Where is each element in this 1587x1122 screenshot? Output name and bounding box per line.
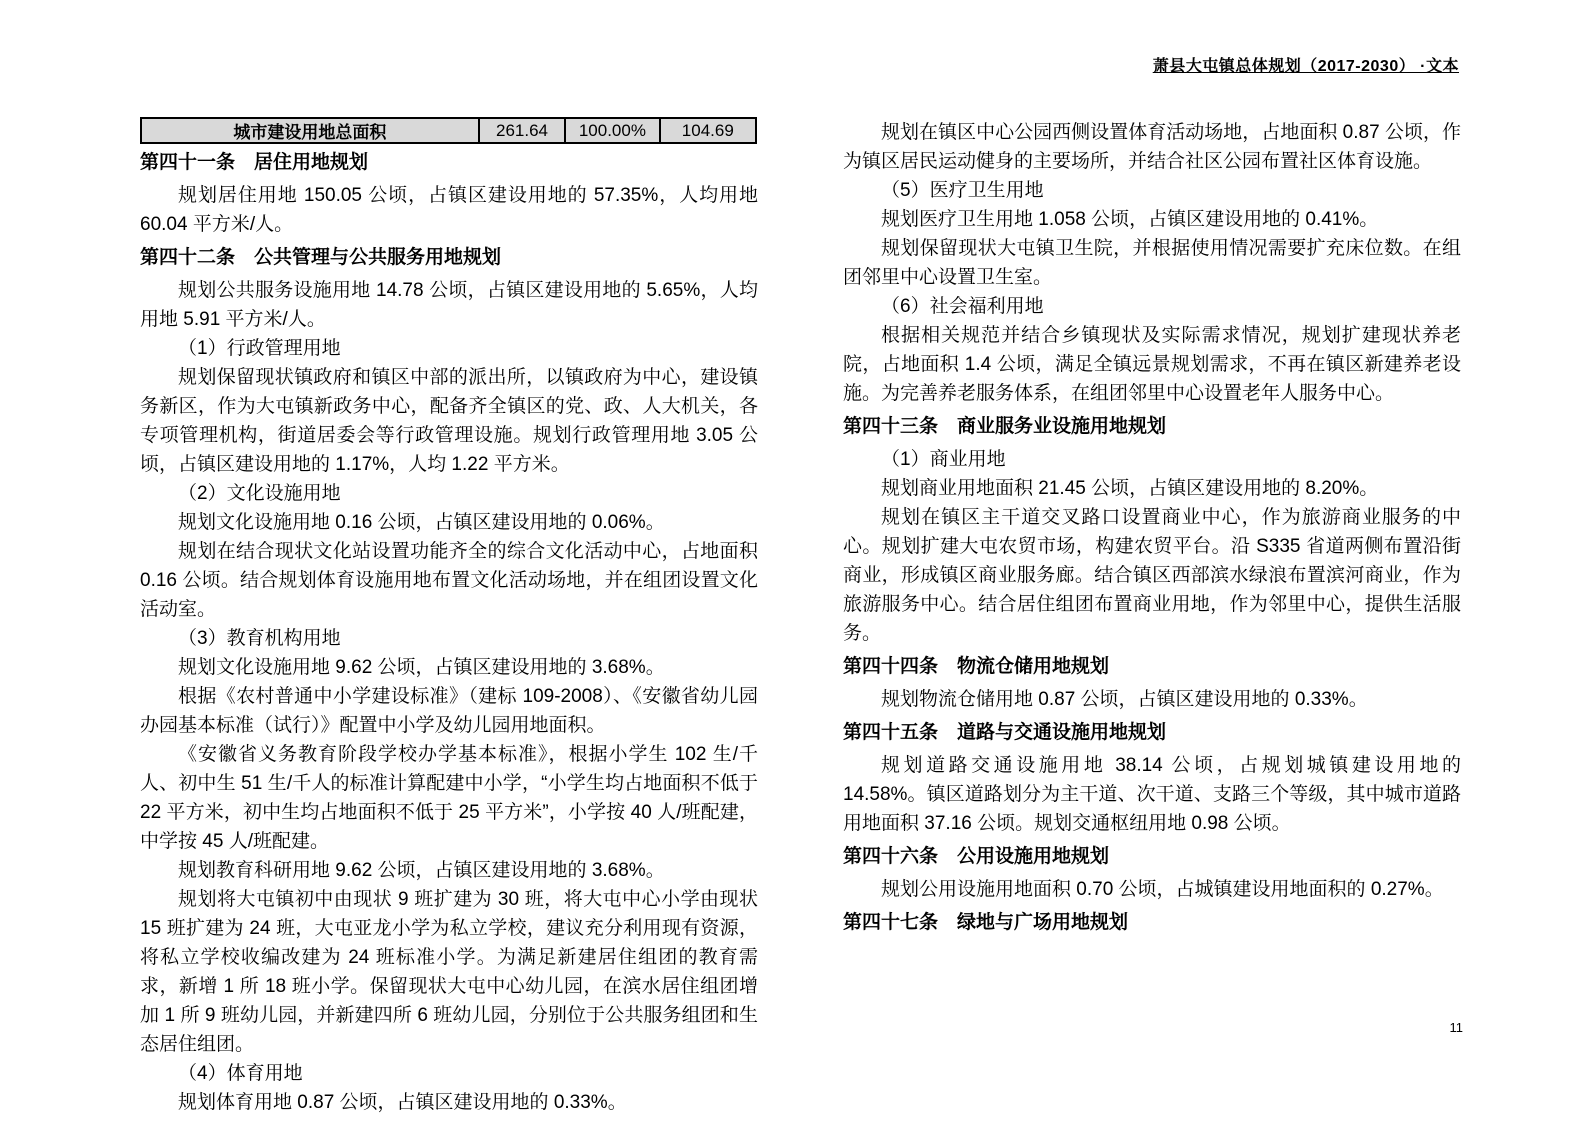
sub-item-heading: （1）商业用地: [881, 449, 1006, 470]
paragraph: 根据相关规范并结合乡镇现状及实际需求情况，规划扩建现状养老院，占地面积 1.4 公顷，满足全镇远景规划需求，不再在镇区新建养老设施。为完善养老服务体系，在组团邻里中心设置老年人服务中心。: [843, 325, 1461, 404]
page-number: 11: [1449, 1020, 1463, 1035]
paragraph: 规划保留现状镇政府和镇区中部的派出所，以镇政府为中心，建设镇务新区，作为大屯镇新政务中心，配备齐全镇区的党、政、人大机关，各专项管理机构，街道居委会等行政管理设施。规划行政管理用地 3.05 公顷，占镇区建设用地的 1.17%，人均 1.22 平方米。: [140, 367, 758, 475]
paragraph: 《安徽省义务教育阶段学校办学基本标准》，根据小学生 102 生/千人、初中生 51 生/千人的标准计算配建中小学，“小学生均占地面积不低于 22 平方米，初中生均占地面积不低于 25 平方米”，小学按 40 人/班配建，中学按 45 人/班配建。: [140, 744, 758, 852]
page-header-title: 萧县大屯镇总体规划（2017-2030） ·文本: [1152, 58, 1459, 75]
paragraph: 规划商业用地面积 21.45 公顷，占镇区建设用地的 8.20%。: [881, 478, 1379, 499]
paragraph: 规划在镇区主干道交叉路口设置商业中心，作为旅游商业服务的中心。规划扩建大屯农贸市场，构建农贸平台。沿 S335 省道两侧布置沿街商业，形成镇区商业服务廊。结合镇区西部滨水绿浪布置滨河商业，作为旅游服务中心。结合居住组团布置商业用地，作为邻里中心，提供生活服务。: [843, 507, 1461, 644]
paragraph: 规划道路交通设施用地 38.14 公顷，占规划城镇建设用地的 14.58%。镇区道路划分为主干道、次干道、支路三个等级，其中城市道路用地面积 37.16 公顷。规划交通枢纽用地 0.98 公顷。: [843, 755, 1461, 834]
table-cell-area: 261.64: [478, 119, 564, 142]
paragraph: 规划体育用地 0.87 公顷，占镇区建设用地的 0.33%。: [178, 1092, 627, 1113]
paragraph: 规划保留现状大屯镇卫生院，并根据使用情况需要扩充床位数。在组团邻里中心设置卫生室。: [843, 238, 1461, 288]
article-heading: 第四十七条 绿地与广场用地规划: [843, 912, 1129, 933]
table-cell-per-capita: 104.69: [659, 119, 755, 142]
sub-item-heading: （6）社会福利用地: [881, 296, 1044, 317]
paragraph: 规划医疗卫生用地 1.058 公顷，占镇区建设用地的 0.41%。: [881, 209, 1379, 230]
sub-item-heading: （4）体育用地: [178, 1063, 303, 1084]
paragraph: 根据《农村普通中小学建设标准》（建标 109-2008）、《安徽省幼儿园办园基本标准（试行）》配置中小学及幼儿园用地面积。: [140, 686, 758, 736]
article-heading: 第四十一条 居住用地规划: [140, 152, 369, 173]
paragraph: 规划文化设施用地 0.16 公顷，占镇区建设用地的 0.06%。: [178, 512, 665, 533]
paragraph: 规划文化设施用地 9.62 公顷，占镇区建设用地的 3.68%。: [178, 657, 665, 678]
sub-item-heading: （5）医疗卫生用地: [881, 180, 1044, 201]
article-heading: 第四十五条 道路与交通设施用地规划: [843, 722, 1167, 743]
article-heading: 第四十四条 物流仓储用地规划: [843, 656, 1110, 677]
paragraph: 规划教育科研用地 9.62 公顷，占镇区建设用地的 3.68%。: [178, 860, 665, 881]
paragraph: 规划公用设施用地面积 0.70 公顷，占城镇建设用地面积的 0.27%。: [881, 879, 1444, 900]
article-heading: 第四十六条 公用设施用地规划: [843, 846, 1110, 867]
paragraph: 规划将大屯镇初中由现状 9 班扩建为 30 班，将大屯中心小学由现状 15 班扩建为 24 班，大屯亚龙小学为私立学校，建议充分利用现有资源，将私立学校收编改建为 24 班标准小学。为满足新建居住组团的教育需求，新增 1 所 18 班小学。保留现状大屯中心幼儿园，在滨水居住组团增加 1 所 9 班幼儿园，并新建四所 6 班幼儿园，分别位于公共服务组团和生态居住组团。: [140, 889, 758, 1055]
paragraph: 规划公共服务设施用地 14.78 公顷，占镇区建设用地的 5.65%，人均用地 5.91 平方米/人。: [140, 280, 758, 330]
article-heading: 第四十二条 公共管理与公共服务用地规划: [140, 247, 502, 268]
sub-item-heading: （3）教育机构用地: [178, 628, 341, 649]
article-heading: 第四十三条 商业服务业设施用地规划: [843, 416, 1167, 437]
table-cell-percent: 100.00%: [564, 119, 658, 142]
paragraph: 规划在结合现状文化站设置功能齐全的综合文化活动中心，占地面积 0.16 公顷。结合规划体育设施用地布置文化活动场地，并在组团设置文化活动室。: [140, 541, 758, 620]
paragraph: 规划居住用地 150.05 公顷，占镇区建设用地的 57.35%，人均用地 60.04 平方米/人。: [140, 185, 758, 235]
paragraph: 规划物流仓储用地 0.87 公顷，占镇区建设用地的 0.33%。: [881, 689, 1368, 710]
sub-item-heading: （2）文化设施用地: [178, 483, 341, 504]
sub-item-heading: （1）行政管理用地: [178, 338, 341, 359]
right-column: [843, 118, 1461, 941]
paragraph: 规划在镇区中心公园西侧设置体育活动场地，占地面积 0.87 公顷，作为镇区居民运动健身的主要场所，并结合社区公园布置社区体育设施。: [843, 122, 1461, 172]
land-use-table-row: [140, 117, 757, 144]
left-column: [140, 148, 758, 1117]
table-row-label: 城市建设用地总面积: [233, 123, 387, 142]
